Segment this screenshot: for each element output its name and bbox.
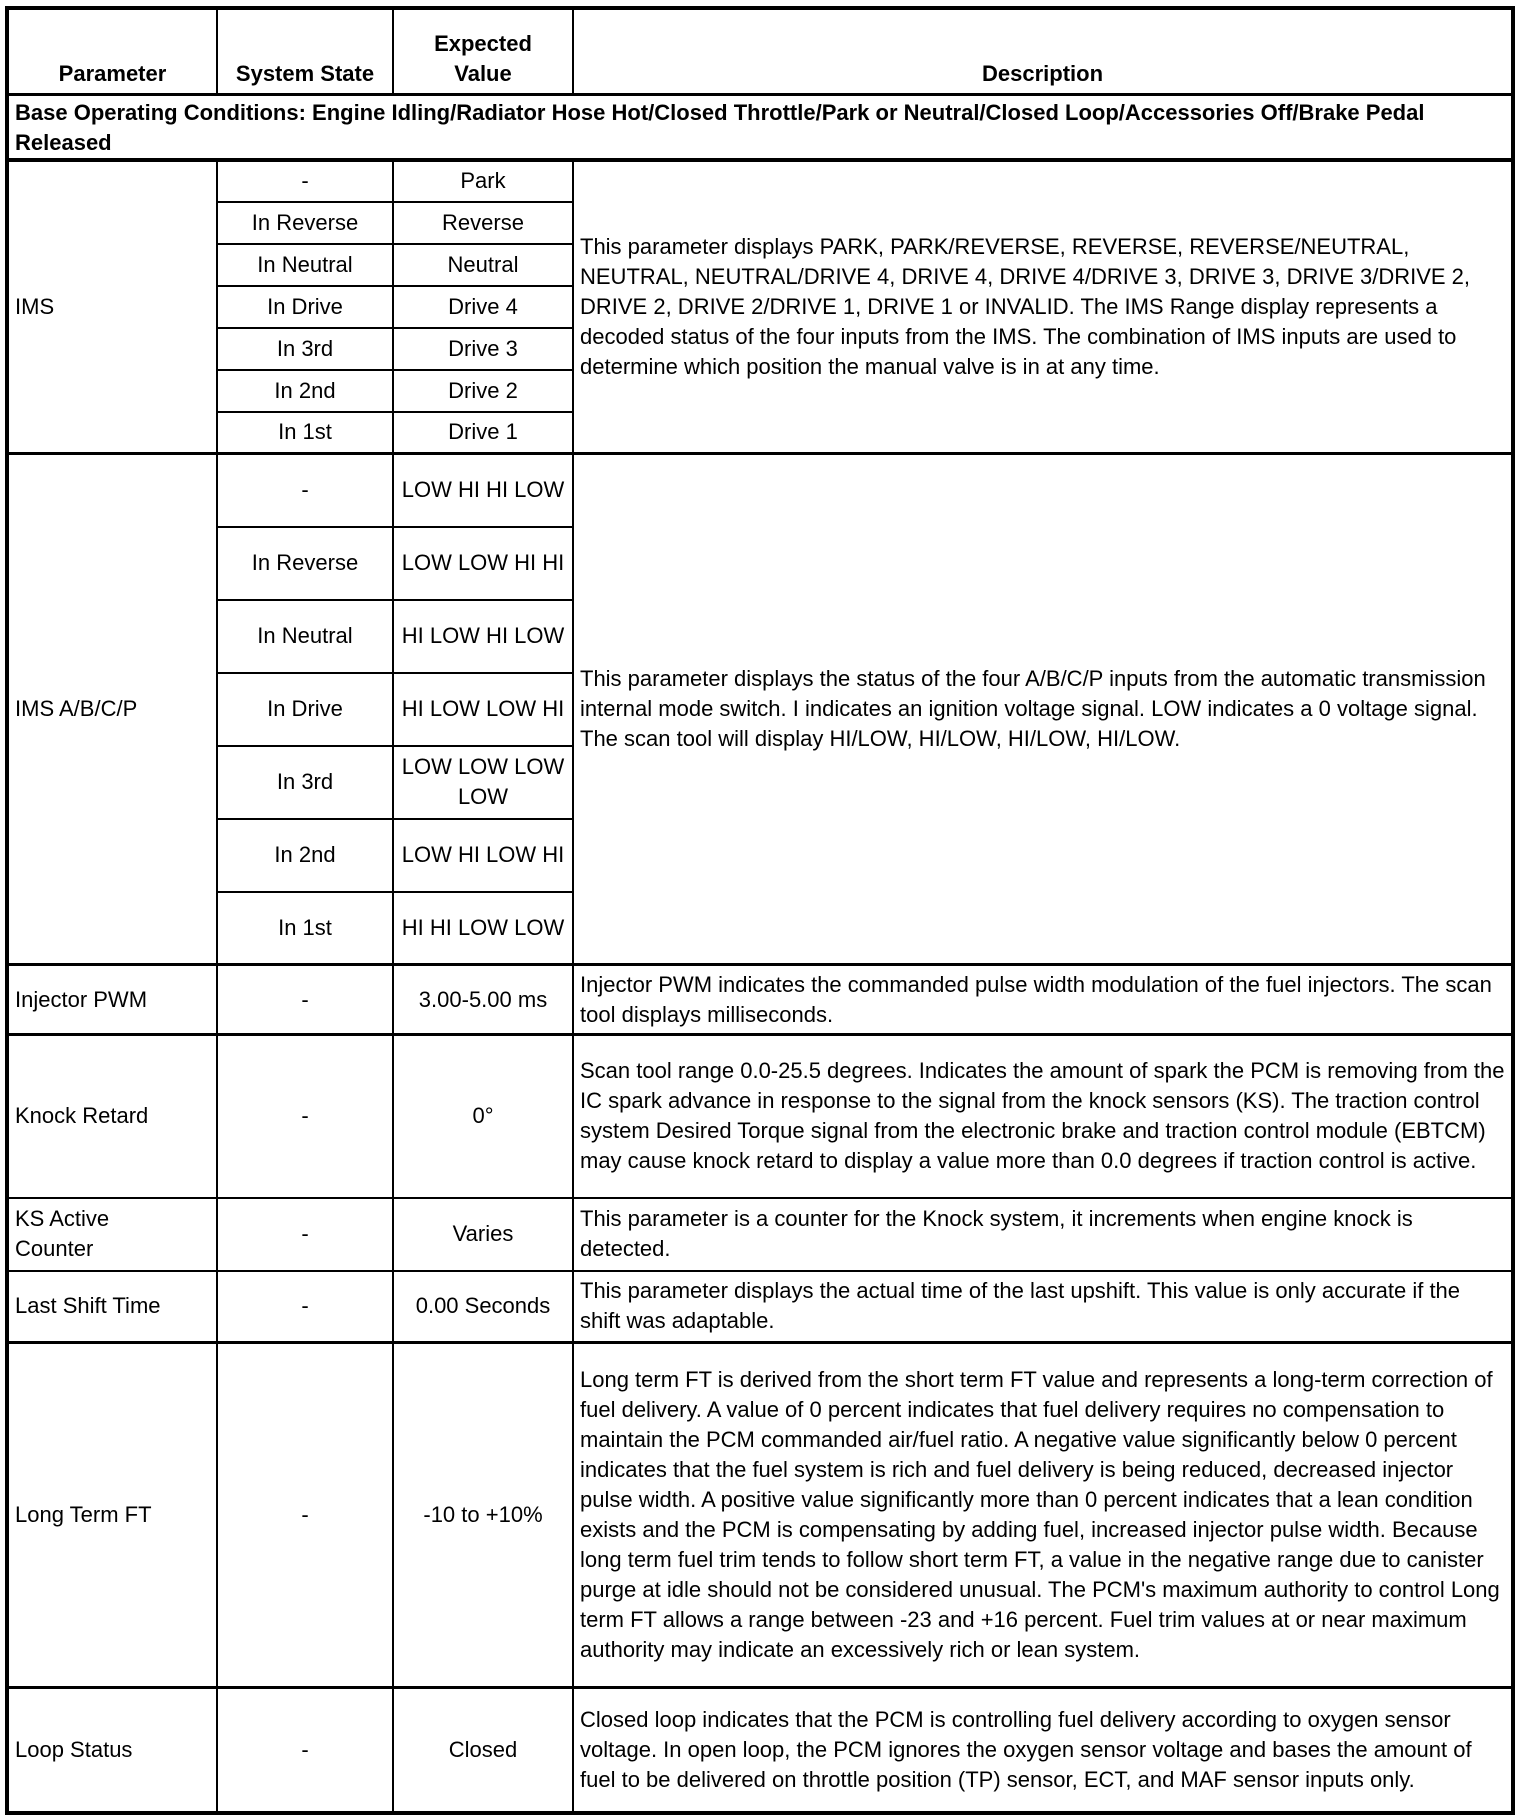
value-cell: LOW HI LOW HI [393,819,573,892]
value-cell: Drive 1 [393,412,573,454]
description-cell: This parameter displays the actual time of the last upshift. This value is only accurate if the shift was adaptable. [573,1271,1513,1343]
param-cell: Injector PWM [7,965,217,1035]
table-header-row [7,8,1513,94]
header-description: Description [573,8,1513,94]
param-cell: Knock Retard [7,1035,217,1198]
state-cell: - [217,1343,393,1688]
table-row-last-shift-time [7,1271,1513,1343]
base-conditions-text: Base Operating Conditions: Engine Idling/Radiator Hose Hot/Closed Throttle/Park or Neutral/Closed Loop/Accessories Off/Brake Pedal Released [7,94,1513,160]
state-cell: In Drive [217,673,393,746]
value-cell: HI LOW LOW HI [393,673,573,746]
value-cell: Drive 3 [393,328,573,370]
state-cell: In Neutral [217,244,393,286]
value-cell: Varies [393,1198,573,1271]
table-row-knock-retard [7,1035,1513,1198]
state-cell: In 3rd [217,328,393,370]
state-cell: - [217,1271,393,1343]
state-cell: - [217,1035,393,1198]
value-cell: HI HI LOW LOW [393,892,573,965]
state-cell: - [217,160,393,202]
param-cell: Loop Status [7,1688,217,1813]
header-parameter: Parameter [7,8,217,94]
value-cell: Closed [393,1688,573,1813]
param-cell: Long Term FT [7,1343,217,1688]
description-cell: This parameter is a counter for the Knock system, it increments when engine knock is detected. [573,1198,1513,1271]
table-row [7,454,1513,527]
state-cell: In Reverse [217,202,393,244]
description-cell: Injector PWM indicates the commanded pulse width modulation of the fuel injectors. The scan tool displays milliseconds. [573,965,1513,1035]
state-cell: In 1st [217,892,393,965]
value-cell: -10 to +10% [393,1343,573,1688]
state-cell: In 3rd [217,746,393,819]
description-cell: Scan tool range 0.0-25.5 degrees. Indicates the amount of spark the PCM is removing from the IC spark advance in response to the signal from the knock sensors (KS). The traction control system Desired Torque signal from the electronic brake and traction control module (EBTCM) may cause knock retard to display a value more than 0.0 degrees if traction control is active. [573,1035,1513,1198]
value-cell: LOW LOW HI HI [393,527,573,600]
header-system-state: System State [217,8,393,94]
state-cell: - [217,1688,393,1813]
value-cell: LOW LOW LOW LOW [393,746,573,819]
state-cell: In 2nd [217,819,393,892]
value-cell: HI LOW HI LOW [393,600,573,673]
description-ims-abcp: This parameter displays the status of the four A/B/C/P inputs from the automatic transmission internal mode switch. I indicates an ignition voltage signal. LOW indicates a 0 voltage signal. The scan tool will display HI/LOW, HI/LOW, HI/LOW, HI/LOW. [573,454,1513,965]
state-cell: In Reverse [217,527,393,600]
value-cell: Neutral [393,244,573,286]
header-expected-value: Expected Value [393,8,573,94]
description-cell: Long term FT is derived from the short term FT value and represents a long-term correction of fuel delivery. A value of 0 percent indicates that fuel delivery requires no compensation to maintain the PCM commanded air/fuel ratio. A negative value significantly below 0 percent indicates that the fuel system is rich and fuel delivery is being reduced, decreased injector pulse width. A positive value significantly more than 0 percent indicates that a lean condition exists and the PCM is compensating by adding fuel, increased injector pulse width. Because long term fuel trim tends to follow short term FT, a value in the negative range due to canister purge at idle should not be considered unusual. The PCM's maximum authority to control Long term FT allows a range between -23 and +16 percent. Fuel trim values at or near maximum authority may indicate an excessively rich or lean system. [573,1343,1513,1688]
table-row-injector-pwm [7,965,1513,1035]
value-cell: Drive 4 [393,286,573,328]
value-cell: Drive 2 [393,370,573,412]
table-row-loop-status [7,1688,1513,1813]
state-cell: In Drive [217,286,393,328]
table-row-long-term-ft [7,1343,1513,1688]
param-ims: IMS [7,160,217,454]
state-cell: In 2nd [217,370,393,412]
table-row-ks-active-counter [7,1198,1513,1271]
description-ims: This parameter displays PARK, PARK/REVERSE, REVERSE, REVERSE/NEUTRAL, NEUTRAL, NEUTRAL/DRIVE 4, DRIVE 4, DRIVE 4/DRIVE 3, DRIVE 3, DRIVE 3/DRIVE 2, DRIVE 2, DRIVE 2/DRIVE 1, DRIVE 1 or INVALID. The IMS Range display represents a decoded status of the four inputs from the IMS. The combination of IMS inputs are used to determine which position the manual valve is in at any time. [573,160,1513,454]
state-cell: - [217,1198,393,1271]
table-row [7,160,1513,202]
value-cell: LOW HI HI LOW [393,454,573,527]
state-cell: In 1st [217,412,393,454]
base-conditions-row [7,94,1513,160]
param-cell: KS Active Counter [7,1198,217,1271]
value-cell: Park [393,160,573,202]
state-cell: In Neutral [217,600,393,673]
value-cell: 0.00 Seconds [393,1271,573,1343]
value-cell: 0° [393,1035,573,1198]
value-cell: Reverse [393,202,573,244]
state-cell: - [217,454,393,527]
param-cell: Last Shift Time [7,1271,217,1343]
state-cell: - [217,965,393,1035]
scan-tool-data-table [5,6,1515,1815]
param-ims-abcp: IMS A/B/C/P [7,454,217,965]
value-cell: 3.00-5.00 ms [393,965,573,1035]
description-cell: Closed loop indicates that the PCM is controlling fuel delivery according to oxygen sensor voltage. In open loop, the PCM ignores the oxygen sensor voltage and bases the amount of fuel to be delivered on throttle position (TP) sensor, ECT, and MAF sensor inputs only. [573,1688,1513,1813]
